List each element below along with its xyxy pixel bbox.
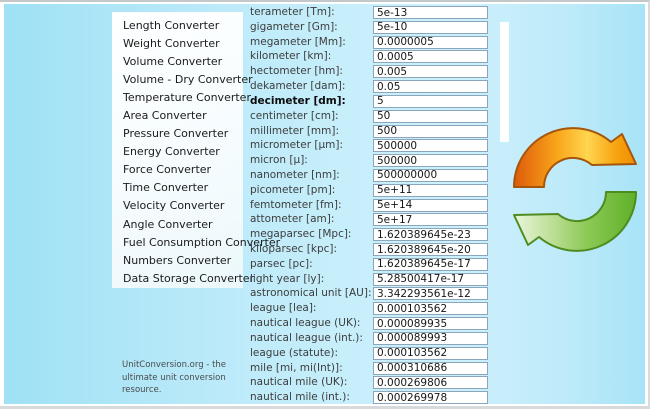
unit-label: nautical league (UK): (250, 317, 361, 330)
unit-label: nautical mile (int.): (250, 391, 350, 404)
unit-label: micrometer [µm]: (250, 139, 343, 152)
menu-item[interactable]: Area Converter (123, 109, 207, 123)
unit-label: astronomical unit [AU]: (250, 287, 372, 300)
unit-label: femtometer [fm]: (250, 198, 342, 211)
form-row (250, 79, 502, 94)
menu-item[interactable]: Fuel Consumption Converter (123, 235, 281, 249)
menu-item[interactable]: Volume Converter (123, 55, 223, 69)
unit-value-input[interactable] (373, 169, 488, 182)
unit-label: megaparsec [Mpc]: (250, 228, 352, 241)
menu-item[interactable]: Pressure Converter (123, 127, 229, 141)
unit-value-input[interactable] (373, 376, 488, 389)
unit-value-input[interactable] (373, 21, 488, 34)
unit-value-input[interactable] (373, 273, 488, 286)
site-credit (122, 359, 226, 397)
form-row (250, 183, 502, 198)
unit-value-input[interactable] (373, 65, 488, 78)
unit-value-input[interactable] (373, 213, 488, 226)
form-row (250, 301, 502, 316)
unit-value-input[interactable] (373, 154, 488, 167)
credit-line: resource. (122, 385, 162, 395)
form-row (250, 361, 502, 376)
form-row (250, 346, 502, 361)
credit-line: UnitConversion.org - the (122, 360, 227, 370)
form-row (250, 272, 502, 287)
unit-label: league [lea]: (250, 302, 317, 315)
menu-item[interactable]: Angle Converter (123, 217, 213, 231)
form-row (250, 168, 502, 183)
unit-value-input[interactable] (373, 6, 488, 19)
form-row (250, 153, 502, 168)
unit-label: gigameter [Gm]: (250, 20, 338, 33)
unit-label: kilometer [km]: (250, 50, 332, 63)
unit-value-input[interactable] (373, 332, 488, 345)
unit-value-input[interactable] (373, 125, 488, 138)
form-row (250, 35, 502, 50)
menu-item[interactable]: Numbers Converter (123, 253, 232, 267)
unit-label: hectometer [hm]: (250, 65, 343, 78)
unit-label: mile [mi, mi(Int)]: (250, 361, 343, 374)
unit-value-input[interactable] (373, 50, 488, 63)
unit-value-input[interactable] (373, 302, 488, 315)
menu-item[interactable]: Velocity Converter (123, 199, 225, 213)
menu-item[interactable]: Force Converter (123, 163, 212, 177)
menu-item[interactable]: Energy Converter (123, 145, 220, 159)
form-row (250, 138, 502, 153)
unit-label: nanometer [nm]: (250, 168, 340, 181)
form-row (250, 242, 502, 257)
unit-label: dekameter [dam]: (250, 80, 346, 93)
unit-value-input[interactable] (373, 391, 488, 404)
unit-value-input[interactable] (373, 317, 488, 330)
unit-label: millimeter [mm]: (250, 124, 340, 137)
form-row (250, 94, 502, 109)
form-row (250, 20, 502, 35)
sync-refresh-icon (510, 123, 640, 255)
menu-item[interactable]: Length Converter (123, 19, 220, 32)
page-background (4, 4, 645, 404)
unit-value-input[interactable] (373, 139, 488, 152)
form-row (250, 286, 502, 301)
unit-label: nautical league (int.): (250, 331, 363, 344)
unit-value-input[interactable] (373, 258, 488, 271)
unit-label: terameter [Tm]: (250, 6, 335, 18)
form-row (250, 124, 502, 139)
unit-value-input[interactable] (373, 110, 488, 123)
unit-label: nautical mile (UK): (250, 376, 348, 389)
form-row (250, 64, 502, 79)
form-row (250, 331, 502, 346)
credit-line: ultimate unit conversion (122, 372, 226, 383)
menu-item[interactable]: Temperature Converter (123, 91, 251, 105)
form-row (250, 227, 502, 242)
unit-label: kiloparsec [kpc]: (250, 243, 338, 255)
conversion-form (250, 5, 502, 404)
unit-label: decimeter [dm]: (250, 94, 346, 107)
unit-label: parsec [pc]: (250, 257, 313, 270)
unit-label: picometer [pm]: (250, 183, 336, 196)
unit-label: megameter [Mm]: (250, 35, 346, 48)
form-row (250, 375, 502, 390)
menu-item[interactable]: Weight Converter (123, 37, 220, 51)
unit-value-input[interactable] (373, 36, 488, 49)
form-row (250, 5, 502, 20)
unit-value-input[interactable] (373, 199, 488, 212)
form-row (250, 49, 502, 64)
unit-label: centimeter [cm]: (250, 109, 339, 122)
unit-value-input[interactable] (373, 347, 488, 360)
scrollbar-thumb[interactable] (500, 22, 509, 142)
unit-value-input[interactable] (373, 243, 488, 256)
menu-item[interactable]: Time Converter (123, 181, 209, 195)
form-row (250, 316, 502, 331)
menu-item[interactable]: Data Storage Converter (123, 271, 255, 285)
unit-label: micron [µ]: (250, 154, 308, 167)
form-row (250, 390, 502, 404)
unit-value-input[interactable] (373, 80, 488, 93)
unit-label: light year [ly]: (250, 272, 325, 285)
unit-label: league (statute): (250, 346, 339, 359)
menu-item[interactable]: Volume - Dry Converter (123, 73, 253, 87)
form-row (250, 109, 502, 124)
unit-value-input[interactable] (373, 287, 488, 300)
unit-value-input[interactable] (373, 362, 488, 375)
unit-label: attometer [am]: (250, 213, 335, 226)
unit-value-input[interactable] (373, 95, 488, 108)
form-row (250, 212, 502, 227)
form-row (250, 257, 502, 272)
form-row (250, 198, 502, 213)
unit-value-input[interactable] (373, 184, 488, 197)
unit-value-input[interactable] (373, 228, 488, 241)
